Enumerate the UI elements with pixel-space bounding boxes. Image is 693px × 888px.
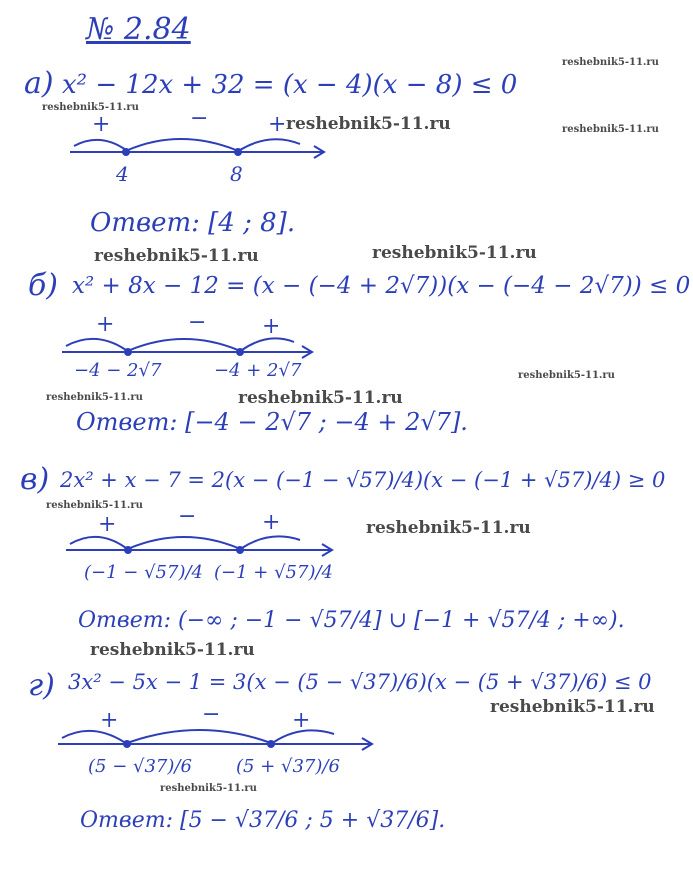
part-a-answer: Ответ: [4 ; 8]. [90, 208, 296, 238]
part-b-label: б) [28, 268, 59, 303]
watermark: reshebnik5-11.ru [518, 370, 615, 381]
part-d-point-2 [267, 740, 275, 748]
watermark: reshebnik5-11.ru [238, 388, 403, 408]
part-c-expression: 2x² + x − 7 = 2(x − (−1 − √57)/4)(x − (−1 + √57)/4) ≥ 0 [60, 468, 666, 492]
watermark: reshebnik5-11.ru [372, 243, 537, 263]
part-d-expression: 3x² − 5x − 1 = 3(x − (5 − √37)/6)(x − (5 + √37)/6) ≤ 0 [68, 670, 652, 694]
part-c-sign-3: + [262, 510, 281, 535]
part-a-sign-2: − [190, 106, 209, 131]
watermark: reshebnik5-11.ru [160, 783, 257, 794]
page-title: № 2.84 [86, 12, 191, 47]
part-a-sign-1: + [92, 112, 111, 137]
part-c-point-label-2: (−1 + √57)/4 [214, 562, 333, 583]
part-d-point-label-1: (5 − √37)/6 [88, 756, 192, 777]
watermark: reshebnik5-11.ru [46, 500, 143, 511]
part-d-sign-1: + [100, 708, 119, 733]
part-d-label: г) [28, 668, 55, 703]
watermark: reshebnik5-11.ru [90, 640, 255, 660]
watermark: reshebnik5-11.ru [366, 518, 531, 538]
watermark: reshebnik5-11.ru [42, 102, 139, 113]
part-c-sign-2: − [178, 504, 197, 529]
watermark: reshebnik5-11.ru [562, 57, 659, 68]
watermark: reshebnik5-11.ru [286, 114, 451, 134]
part-b-answer: Ответ: [−4 − 2√7 ; −4 + 2√7]. [76, 408, 468, 436]
part-d-point-1 [123, 740, 131, 748]
watermark: reshebnik5-11.ru [490, 697, 655, 717]
part-c-answer: Ответ: (−∞ ; −1 − √57/4] ∪ [−1 + √57/4 ; +∞). [78, 608, 625, 633]
watermark: reshebnik5-11.ru [562, 124, 659, 135]
part-d-point-label-2: (5 + √37)/6 [236, 756, 340, 777]
part-c-sign-1: + [98, 512, 117, 537]
watermark: reshebnik5-11.ru [46, 392, 143, 403]
part-b-sign-2: − [188, 310, 207, 335]
part-c-point-label-1: (−1 − √57)/4 [84, 562, 203, 583]
part-a-point-label-1: 4 [116, 162, 129, 186]
part-d-answer: Ответ: [5 − √37/6 ; 5 + √37/6]. [80, 808, 446, 833]
part-a-expression: x² − 12x + 32 = (x − 4)(x − 8) ≤ 0 [62, 70, 518, 100]
part-a-point-label-2: 8 [230, 162, 243, 186]
part-b-point-label-1: −4 − 2√7 [74, 360, 162, 381]
part-a-sign-3: + [268, 112, 287, 137]
part-d-sign-3: + [292, 708, 311, 733]
part-b-sign-1: + [96, 312, 115, 337]
part-d-sign-2: − [202, 702, 221, 727]
part-b-expression: x² + 8x − 12 = (x − (−4 + 2√7))(x − (−4 − 2√7)) ≤ 0 [72, 273, 691, 299]
part-b-sign-3: + [262, 314, 281, 339]
watermark: reshebnik5-11.ru [94, 246, 259, 266]
part-c-label: в) [20, 462, 50, 497]
part-b-point-label-2: −4 + 2√7 [214, 360, 302, 381]
part-a-label: а) [24, 66, 54, 101]
